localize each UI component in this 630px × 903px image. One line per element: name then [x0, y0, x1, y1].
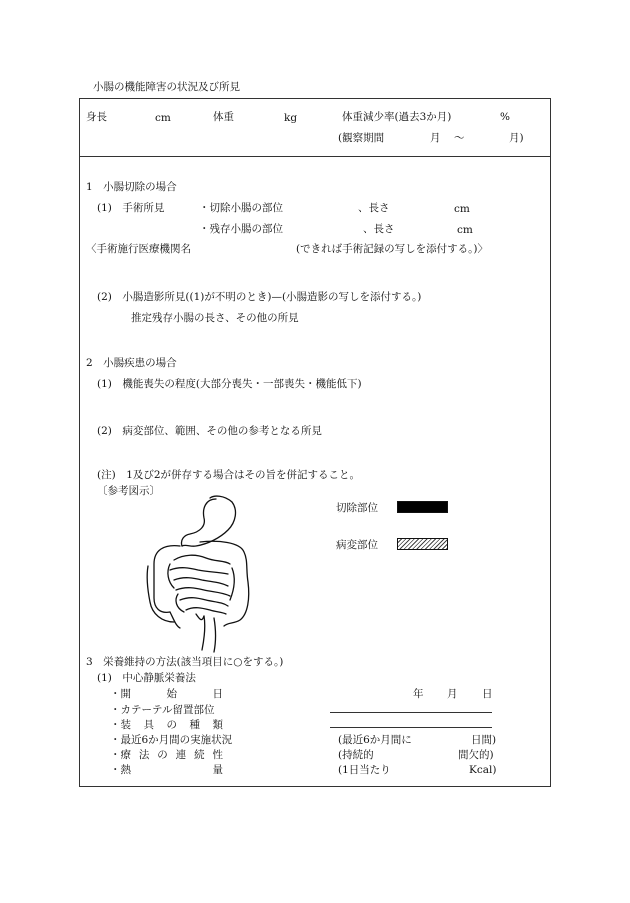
continuity-continuous: (持続的: [338, 749, 374, 761]
continuity-intermittent: 間欠的): [458, 749, 494, 761]
header-divider: [79, 156, 551, 157]
note-text: (注) 1及び2が併存する場合はその旨を併記すること。: [97, 469, 361, 481]
reference-figure-label: 〔参考図示〕: [97, 485, 160, 497]
intestine-illustration: [140, 494, 270, 654]
start-date-char: 始: [166, 688, 177, 700]
calorie-unit: Kcal): [469, 764, 497, 776]
calorie-label: [110, 765, 223, 776]
resected-length-unit: cm: [454, 203, 470, 215]
calorie-char: ・熱: [110, 764, 131, 776]
surgical-findings-label: (1) 手術所見: [97, 202, 165, 214]
contrast-findings-detail: 推定残存小腸の長さ、その他の所見: [131, 312, 299, 324]
resected-part-label: ・切除小腸の部位: [199, 202, 283, 214]
observation-period-label: (観察期間: [338, 132, 385, 144]
start-month-unit: 月: [447, 688, 458, 700]
page-title: 小腸の機能障害の状況及び所見: [93, 81, 240, 93]
device-type-char: ・装: [110, 719, 131, 731]
function-loss-degree: (1) 機能喪失の程度(大部分喪失・一部喪失・機能低下): [97, 378, 362, 390]
contrast-findings-label: (2) 小腸造影所見((1)が不明のとき)—(小腸造影の写しを添付する。): [97, 291, 422, 303]
start-day-unit: 日: [482, 688, 493, 700]
continuity-char: 続: [194, 749, 205, 761]
continuity-label: [110, 750, 223, 761]
device-type-char: 具: [143, 719, 154, 731]
legend-resected-label: 切除部位: [336, 502, 378, 514]
catheter-site-line: [330, 712, 492, 713]
start-date-char: 日: [212, 688, 223, 700]
calorie-open: (1日当たり: [338, 764, 391, 776]
recent-status-unit: 日間): [471, 734, 497, 746]
hospital-name-note: (できれば手術記録の写しを添付する。)〉: [296, 243, 488, 255]
continuity-char: 連: [175, 749, 187, 761]
start-year-unit: 年: [413, 688, 424, 700]
start-date-char: ・開: [110, 688, 131, 700]
lesion-findings: (2) 病変部位、範囲、その他の参考となる所見: [97, 425, 322, 437]
resected-length-label: 、長さ: [358, 202, 390, 214]
catheter-site-label: ・カテーテル留置部位: [110, 704, 215, 716]
observation-month-start: 月: [430, 132, 441, 144]
remaining-part-label: ・残存小腸の部位: [199, 223, 283, 235]
hospital-name-label: 〈手術施行医療機関名: [86, 243, 191, 255]
weight-loss-label: 体重減少率(過去3か月): [342, 111, 452, 123]
continuity-char: 法: [138, 749, 150, 761]
device-type-char: 類: [212, 719, 223, 731]
recent-status-open: (最近6か月間に: [338, 734, 412, 746]
section1-heading: 1 小腸切除の場合: [86, 181, 177, 193]
weight-unit: kg: [284, 112, 298, 124]
device-type-line: [330, 727, 492, 728]
device-type-label: [110, 720, 223, 731]
continuity-char: ・療: [110, 749, 131, 761]
calorie-char: 量: [212, 764, 223, 776]
tpn-label: (1) 中心静脈栄養法: [97, 672, 196, 684]
weight-label: 体重: [213, 111, 234, 123]
remaining-length-unit: cm: [457, 224, 473, 236]
continuity-char: の: [157, 749, 168, 761]
continuity-char: 性: [212, 749, 223, 761]
device-type-char: の: [166, 719, 177, 731]
observation-month-end: 月): [509, 132, 524, 144]
weight-loss-unit: %: [500, 111, 510, 123]
remaining-length-label: 、長さ: [363, 223, 395, 235]
start-date-label: [110, 689, 223, 700]
legend-resected-swatch: [397, 501, 448, 513]
section2-heading: 2 小腸疾患の場合: [86, 357, 177, 369]
legend-lesion-swatch: [397, 538, 448, 550]
recent-status-label: ・最近6か月間の実施状況: [110, 734, 233, 746]
section3-heading: 3 栄養維持の方法(該当項目に○をする。): [86, 656, 284, 668]
legend-lesion-label: 病変部位: [336, 539, 378, 551]
device-type-char: 種: [189, 719, 200, 731]
height-label: 身長: [86, 111, 107, 123]
observation-tilde: ～: [454, 132, 465, 144]
height-unit: cm: [155, 112, 171, 124]
